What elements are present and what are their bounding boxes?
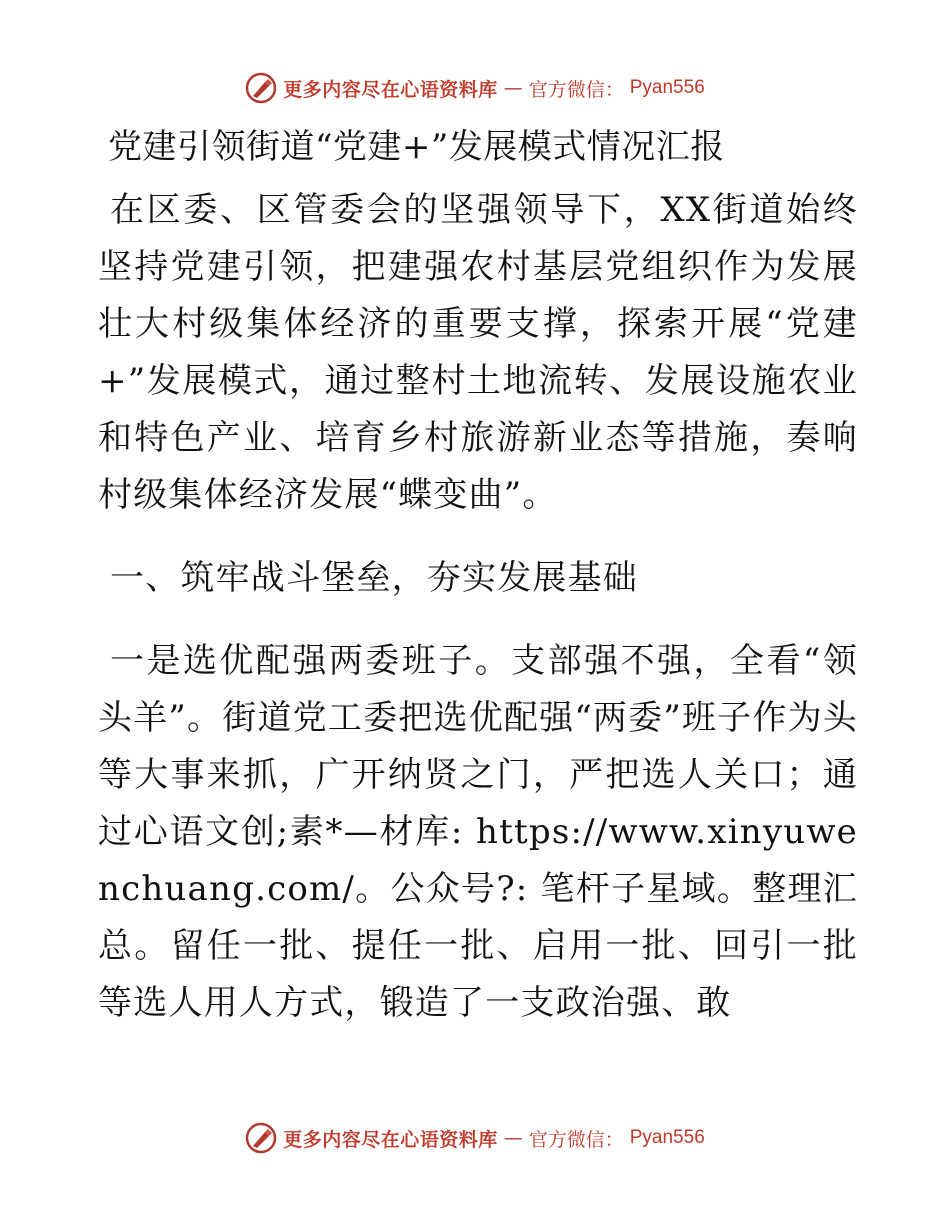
watermark-banner-top <box>0 72 950 104</box>
watermark-tail: 官方微信： <box>528 1128 624 1151</box>
watermark-handle: Pyan556 <box>629 77 705 98</box>
watermark-tail: 官方微信： <box>528 78 624 101</box>
section-paragraph: 一是选优配强两委班子。支部强不强，全看“领头羊”。街道党工委把选优配强“两委”班子作为头等大事来抓，广开纳贤之门，严把选人关口；通过心语文创;素*—材库: https://www.xinyuwenchuang.com/。公众号?: 笔杆子星域。整理汇总。留任一批、提任一批、启用一批、回引一批等选人用人方式，锻造了一支政治强、敢 <box>98 641 858 1023</box>
watermark-banner-bottom <box>0 1122 950 1154</box>
pen-logo-icon <box>245 72 277 104</box>
pen-logo-icon <box>245 1122 277 1154</box>
watermark-lead: 更多内容尽在心语资料库 <box>283 78 498 101</box>
intro-paragraph: 在区委、区管委会的坚强领导下，XX街道始终坚持党建引领，把建强农村基层党组织作为发展壮大村级集体经济的重要支撑，探索开展“党建+”发展模式，通过整村土地流转、发展设施农业和特色产业、培育乡村旅游新业态等措施，奏响村级集体经济发展“蝶变曲”。 <box>98 190 858 515</box>
watermark-handle: Pyan556 <box>629 1127 705 1148</box>
watermark-separator: — <box>503 1127 523 1149</box>
watermark-lead: 更多内容尽在心语资料库 <box>283 1128 498 1151</box>
document-body <box>98 118 858 1032</box>
section-heading: 一、筑牢战斗堡垒，夯实发展基础 <box>110 558 638 598</box>
document-title: 党建引领街道“党建+”发展模式情况汇报 <box>108 127 725 167</box>
watermark-separator: — <box>503 77 523 99</box>
